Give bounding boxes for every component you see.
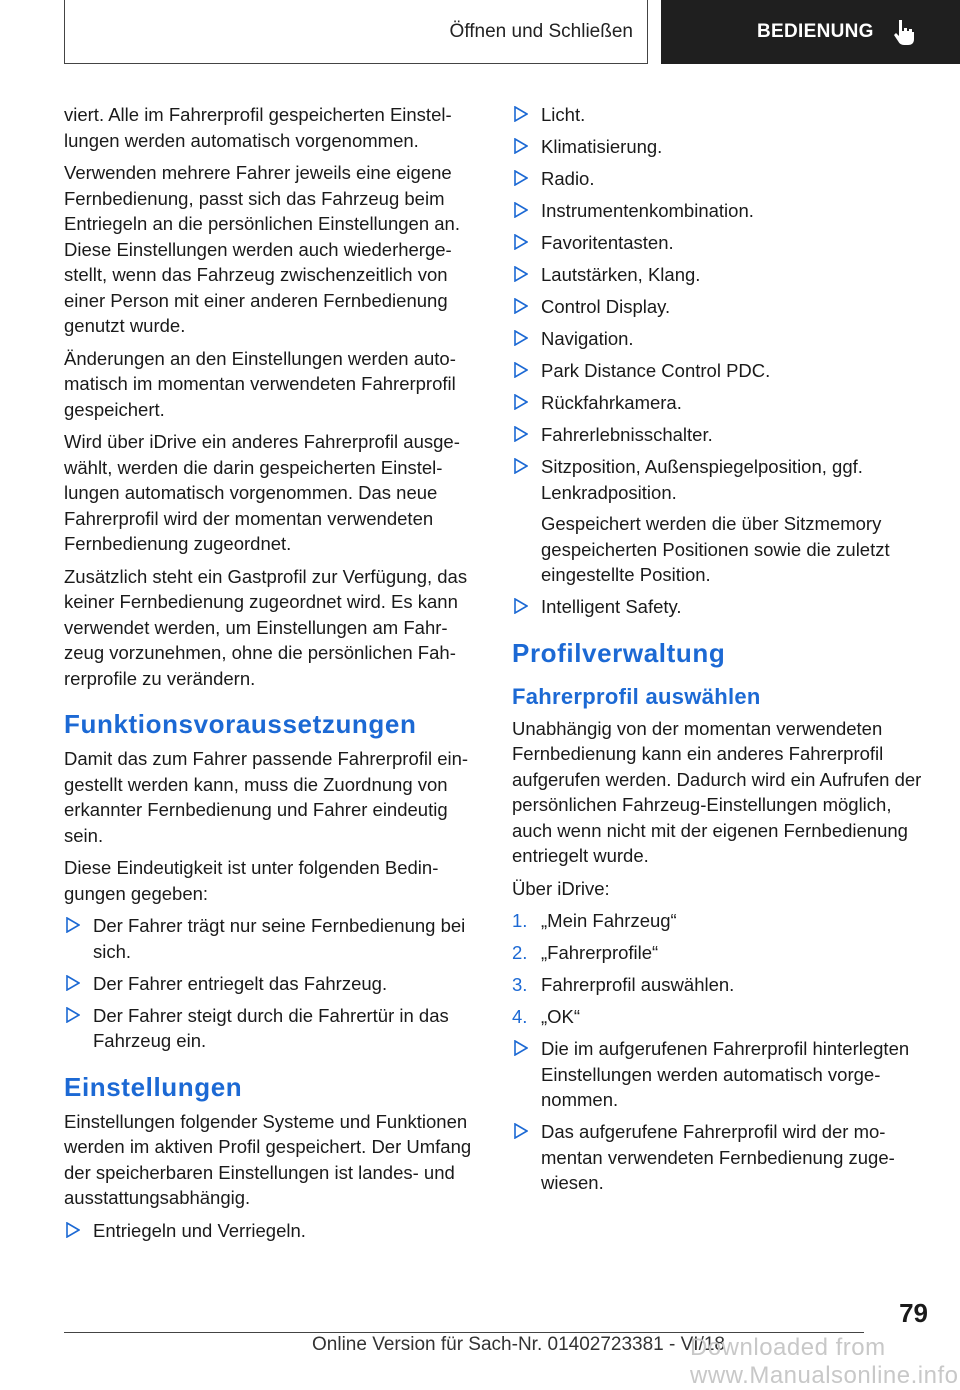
chapter-title: BEDIENUNG xyxy=(757,21,874,42)
list-item-text: Navigation. xyxy=(541,328,634,349)
steps-list xyxy=(512,908,927,1030)
triangle-bullet-icon xyxy=(514,1040,528,1056)
heading-einstellungen: Einstellungen xyxy=(64,1071,243,1102)
list-item-text: Sitzposition, Außenspiegelposition, ggf. Lenkradposition. xyxy=(541,456,863,503)
list-item-text: Lautstärken, Klang. xyxy=(541,264,701,285)
step-item xyxy=(512,1004,927,1030)
list-item-text: Die im aufgerufenen Fahrerprofil hinterlegten Einstellungen werden automatisch vorgenommen. xyxy=(541,1038,910,1110)
list-item xyxy=(512,1036,927,1113)
paragraph: Verwenden mehrere Fahrer jeweils eine eigene Fernbedienung, passt sich das Fahrzeug beim Entriegeln an die persönlichen Einstellungen an. Diese Einstellungen werden auch wiederhergestellt, wenn das Fahrzeug zwischenzeitlich von einer Person mit einer anderen Fernbedienung genutzt wurde. xyxy=(64,162,460,336)
list-item xyxy=(512,422,927,448)
paragraph: viert. Alle im Fahrerprofil gespeicherten Einstellungen werden automatisch vorgenommen. xyxy=(64,104,452,151)
step-text: „OK“ xyxy=(541,1006,581,1027)
triangle-bullet-icon xyxy=(66,917,80,933)
paragraph: Unabhängig von der momentan verwendeten Fernbedienung kann ein anderes Fahrerprofil aufgerufen werden. Dadurch wird ein Aufrufen der persönlichen Fahrzeug-Einstellungen möglich, auch wenn nicht mit der eigenen Fernbedienung entriegelt wurde. xyxy=(512,717,922,866)
step-number: 2. xyxy=(512,942,528,963)
list-item-text: Fahrerlebnisschalter. xyxy=(541,424,713,445)
triangle-bullet-icon xyxy=(514,170,528,186)
list-item-text: Klimatisierung. xyxy=(541,136,663,157)
list-item-text: Intelligent Safety. xyxy=(541,596,682,617)
list-item xyxy=(512,326,927,352)
hand-touch-icon xyxy=(894,19,916,45)
step-number: 3. xyxy=(512,974,528,995)
step-text: „Fahrerprofile“ xyxy=(541,942,659,963)
list-item-text: Entriegeln und Verriegeln. xyxy=(93,1219,306,1241)
triangle-bullet-icon xyxy=(514,202,528,218)
heading-fahrerprofil-auswaehlen: Fahrerprofil auswählen xyxy=(512,683,761,709)
triangle-bullet-icon xyxy=(66,1007,80,1023)
list-item-text: Instrumentenkombination. xyxy=(541,200,754,221)
list-item-text: Control Display. xyxy=(541,296,671,317)
step-item xyxy=(512,908,927,934)
page-number: 79 xyxy=(899,1298,928,1328)
step-text: Fahrerprofil auswählen. xyxy=(541,974,735,995)
list-item xyxy=(512,358,927,384)
settings-list xyxy=(64,1218,479,1244)
list-item-text: Rückfahrkamera. xyxy=(541,392,682,413)
list-item xyxy=(512,230,927,256)
paragraph: Änderungen an den Einstellungen werden automatisch im momentan verwendeten Fahrerprofil gespeichert. xyxy=(64,347,456,420)
step-number: 4. xyxy=(512,1006,528,1027)
section-title-text: Öffnen und Schließen xyxy=(449,20,633,42)
triangle-bullet-icon xyxy=(514,298,528,314)
list-item-text: Licht. xyxy=(541,104,586,125)
paragraph: Zusätzlich steht ein Gastprofil zur Verfügung, das keiner Fernbedienung zugeordnet wird. Es kann verwendet werden, um Einstellungen am Fahrzeug vorzunehmen, ohne die persönlichen Fahrerprofile zu verändern. xyxy=(64,565,468,689)
list-item-text: Das aufgerufene Fahrerprofil wird der momentan verwendeten Fernbedienung zugewiesen. xyxy=(541,1121,895,1193)
list-item xyxy=(512,134,927,160)
list-item xyxy=(512,166,927,192)
paragraph: Diese Eindeutigkeit ist unter folgenden Bedingungen gegeben: xyxy=(64,857,439,904)
heading-profilverwaltung: Profilverwaltung xyxy=(512,637,726,668)
triangle-bullet-icon xyxy=(514,266,528,282)
heading-funktionsvoraussetzungen: Funktionsvoraussetzungen xyxy=(64,709,417,739)
list-item xyxy=(64,1003,479,1054)
list-item-text: Der Fahrer trägt nur seine Fernbedienung bei sich. xyxy=(93,915,466,962)
triangle-bullet-icon xyxy=(514,362,528,378)
list-item xyxy=(64,913,479,964)
conditions-list xyxy=(64,913,479,1054)
list-item-text: Der Fahrer entriegelt das Fahrzeug. xyxy=(93,972,388,994)
list-item xyxy=(512,262,927,288)
section-title xyxy=(64,0,648,64)
paragraph: Damit das zum Fahrer passende Fahrerprofil eingestellt werden kann, muss die Zuordnung von erkannter Fernbedienung und Fahrer eindeutig sein. xyxy=(64,748,469,846)
step-text: „Mein Fahrzeug“ xyxy=(541,910,677,931)
list-item xyxy=(512,390,927,416)
list-item-note: Gespeichert werden die über Sitzmemory gespeicherten Positionen sowie die zuletzt eingestellte Position. xyxy=(541,513,890,585)
triangle-bullet-icon xyxy=(514,394,528,410)
list-item-text: Favoritentasten. xyxy=(541,232,674,253)
list-item-text: Radio. xyxy=(541,168,595,189)
triangle-bullet-icon xyxy=(514,1123,528,1139)
triangle-bullet-icon xyxy=(514,598,528,614)
list-item-text: Park Distance Control PDC. xyxy=(541,360,771,381)
triangle-bullet-icon xyxy=(66,975,80,991)
watermark: Downloaded from www.Manualsonline.info xyxy=(690,1334,959,1389)
chapter-tab xyxy=(661,0,960,64)
footer-text: Online Version für Sach-Nr. 01402723381 - VI/18 xyxy=(312,1334,725,1355)
triangle-bullet-icon xyxy=(514,106,528,122)
results-list xyxy=(512,1036,927,1196)
settings-list-continued xyxy=(512,102,927,620)
triangle-bullet-icon xyxy=(514,330,528,346)
right-column xyxy=(512,102,927,1202)
list-item xyxy=(512,102,927,128)
list-item xyxy=(512,198,927,224)
triangle-bullet-icon xyxy=(514,458,528,474)
step-item xyxy=(512,972,927,998)
list-item xyxy=(512,294,927,320)
list-item xyxy=(512,454,927,588)
triangle-bullet-icon xyxy=(514,138,528,154)
paragraph: Wird über iDrive ein anderes Fahrerprofil ausgewählt, werden die darin gespeicherten Einstellungen automatisch vorgenommen. Das neue Fahrerprofil wird der momentan verwendeten Fernbedienung zugeordnet. xyxy=(64,431,460,554)
paragraph: Über iDrive: xyxy=(512,877,610,899)
list-item xyxy=(64,1218,479,1244)
left-column xyxy=(64,102,479,1250)
list-item xyxy=(64,971,479,997)
triangle-bullet-icon xyxy=(514,234,528,250)
paragraph: Einstellungen folgender Systeme und Funktionen werden im aktiven Profil gespeichert. Der Umfang der speicherbaren Einstellungen ist landes- und ausstattungsabhängig. xyxy=(64,1110,472,1208)
triangle-bullet-icon xyxy=(66,1222,80,1238)
list-item-text: Der Fahrer steigt durch die Fahrertür in das Fahrzeug ein. xyxy=(93,1004,449,1051)
step-item xyxy=(512,940,927,966)
footer-divider xyxy=(64,1332,864,1333)
list-item xyxy=(512,1119,927,1196)
triangle-bullet-icon xyxy=(514,426,528,442)
list-item xyxy=(512,594,927,620)
step-number: 1. xyxy=(512,910,528,931)
